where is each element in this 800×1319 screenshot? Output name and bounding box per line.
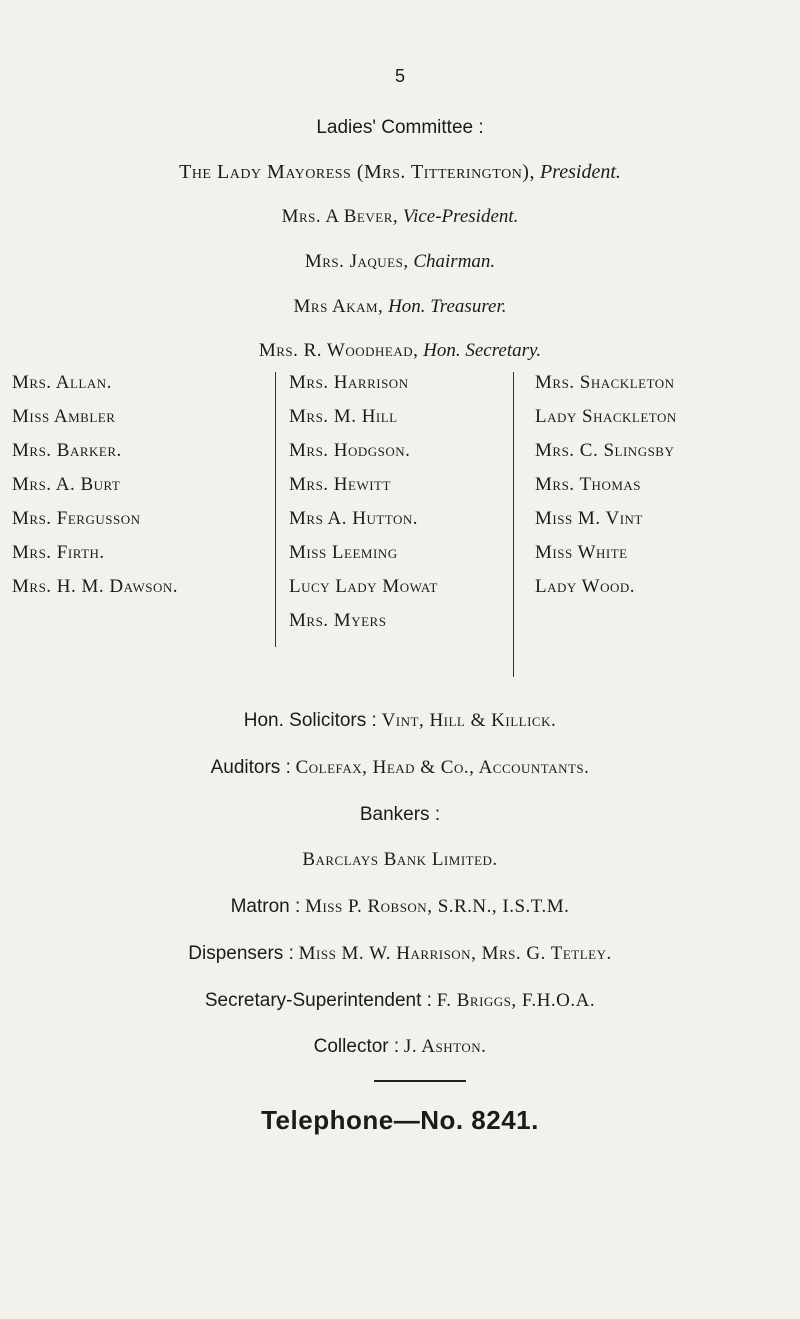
matron-value: Miss P. Robson, S.R.N., I.S.T.M. [305, 896, 570, 917]
member-name: Lady Shackleton [535, 406, 677, 427]
member-name: Mrs. Barker. [12, 440, 122, 461]
member-name: Mrs. Fergusson [12, 508, 141, 529]
member-name: Mrs. Harrison [289, 372, 409, 393]
members-column-2 [289, 366, 438, 638]
member-name: Mrs. Hodgson. [289, 440, 411, 461]
officer-vice-president [0, 206, 800, 228]
officer-name: The Lady Mayoress (Mrs. Titterington), [179, 161, 535, 183]
officer-role: Chairman. [413, 251, 496, 272]
officer-chairman [0, 251, 800, 273]
bankers-value: Barclays Bank Limited. [302, 849, 498, 870]
member-name: Mrs. Hewitt [289, 474, 391, 495]
member-name: Lucy Lady Mowat [289, 576, 438, 597]
member-name: Mrs. Thomas [535, 474, 642, 495]
secretary-superintendent-label: Secretary-Superintendent : [204, 990, 432, 1011]
member-name: Mrs. M. Hill [289, 406, 398, 427]
secretary-superintendent-value: F. Briggs, F.H.O.A. [436, 990, 596, 1011]
dispensers-line [0, 943, 800, 965]
member-name: Mrs. Firth. [12, 542, 105, 563]
column-divider [275, 372, 276, 647]
divider-rule [374, 1080, 466, 1082]
officer-name: Mrs Akam, [293, 296, 384, 317]
solicitors-line [0, 710, 800, 732]
bankers-label: Bankers : [359, 804, 441, 825]
member-name: Mrs. Allan. [12, 372, 112, 393]
officer-role: Hon. Secretary. [423, 340, 542, 361]
collector-value: J. Ashton. [403, 1036, 487, 1057]
auditors-value: Colefax, Head & Co., Accountants. [295, 757, 590, 778]
committee-heading: Ladies' Committee : [316, 117, 484, 138]
officer-secretary [0, 340, 800, 362]
member-name: Mrs A. Hutton. [289, 508, 419, 529]
officer-name: Mrs. Jaques, [304, 251, 409, 272]
auditors-label: Auditors : [210, 757, 291, 778]
secretary-superintendent-line [0, 990, 800, 1012]
solicitors-value: Vint, Hill & Killick. [381, 710, 557, 731]
collector-label: Collector : [313, 1036, 400, 1057]
member-name: Mrs. Shackleton [535, 372, 675, 393]
member-name: Miss White [535, 542, 628, 563]
collector-line [0, 1036, 800, 1058]
member-name: Mrs. Myers [289, 610, 387, 631]
dispensers-value: Miss M. W. Harrison, Mrs. G. Tetley. [298, 943, 612, 964]
column-divider [513, 372, 514, 677]
telephone-number: Telephone—No. 8241. [261, 1105, 539, 1135]
member-name: Mrs. H. M. Dawson. [12, 576, 179, 597]
member-name: Mrs. C. Slingsby [535, 440, 675, 461]
member-name: Miss Leeming [289, 542, 398, 563]
officer-role: Hon. Treasurer. [388, 296, 507, 317]
member-name: Miss Ambler [12, 406, 116, 427]
officer-president [0, 161, 800, 184]
officer-name: Mrs. A Bever, [281, 206, 399, 227]
officer-treasurer [0, 296, 800, 318]
officer-role: Vice-President. [402, 206, 519, 227]
member-name: Lady Wood. [535, 576, 636, 597]
officer-role: President. [539, 161, 621, 183]
solicitors-label: Hon. Solicitors : [243, 710, 377, 731]
matron-label: Matron : [230, 896, 301, 917]
officer-name: Mrs. R. Woodhead, [258, 340, 419, 361]
members-column-1 [12, 366, 178, 604]
members-column-3 [535, 366, 677, 604]
member-name: Mrs. A. Burt [12, 474, 121, 495]
member-name: Miss M. Vint [535, 508, 643, 529]
dispensers-label: Dispensers : [188, 943, 294, 964]
auditors-line [0, 757, 800, 779]
matron-line [0, 896, 800, 918]
page-number: 5 [394, 66, 405, 86]
